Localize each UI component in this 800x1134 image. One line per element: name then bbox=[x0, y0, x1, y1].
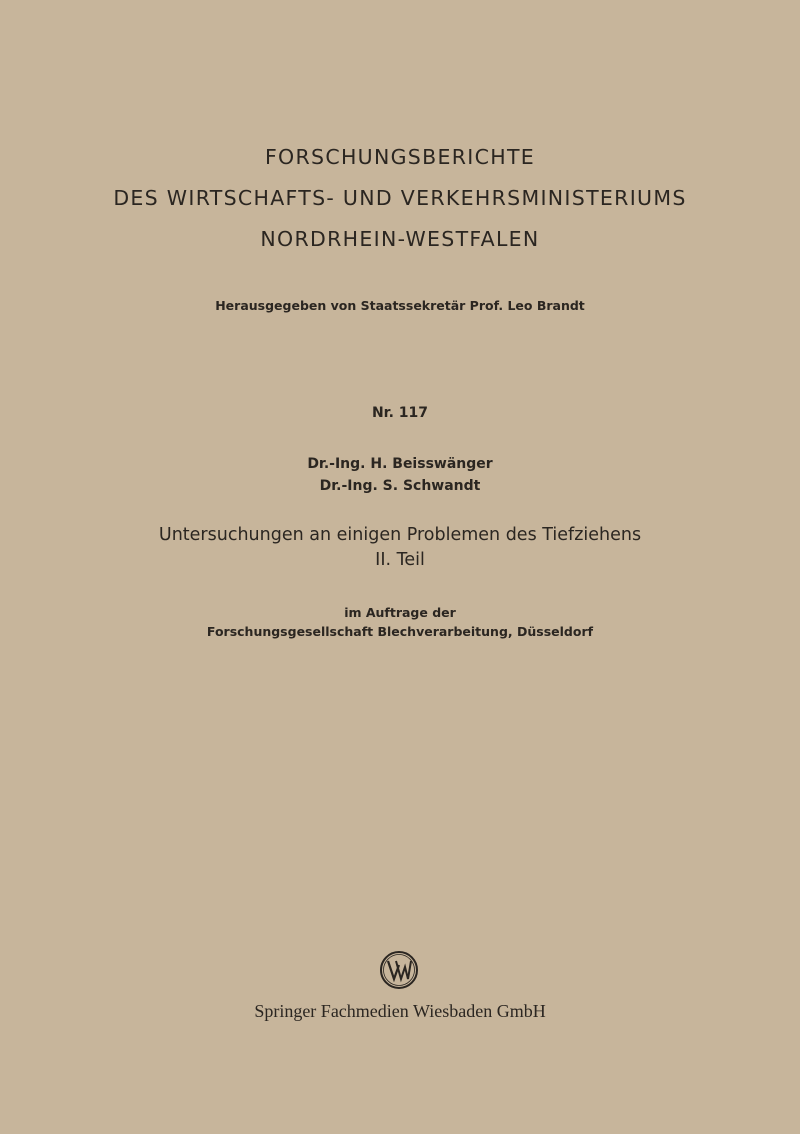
editor-line: Herausgegeben von Staatssekretär Prof. Leo Brandt bbox=[215, 298, 585, 313]
report-title-line-1: Untersuchungen an einigen Problemen des Tiefziehens bbox=[158, 525, 642, 545]
series-title-line-3: NORDRHEIN-WESTFALEN bbox=[260, 227, 540, 251]
report-title-line-2: II. Teil bbox=[375, 550, 425, 570]
report-number: Nr. 117 bbox=[371, 405, 429, 421]
commission-line-2: Forschungsgesellschaft Blechverarbeitung, Düsseldorf bbox=[206, 624, 594, 639]
springer-vw-logo-icon bbox=[379, 950, 419, 990]
series-title-line-2: DES WIRTSCHAFTS- UND VERKEHRSMINISTERIUMS bbox=[113, 186, 687, 210]
author-2: Dr.-Ing. S. Schwandt bbox=[319, 478, 481, 494]
series-title-line-1: FORSCHUNGSBERICHTE bbox=[264, 145, 536, 169]
commission-line-1: im Auftrage der bbox=[344, 605, 456, 620]
publisher-name: Springer Fachmedien Wiesbaden GmbH bbox=[254, 1001, 546, 1021]
author-1: Dr.-Ing. H. Beisswänger bbox=[307, 456, 493, 472]
